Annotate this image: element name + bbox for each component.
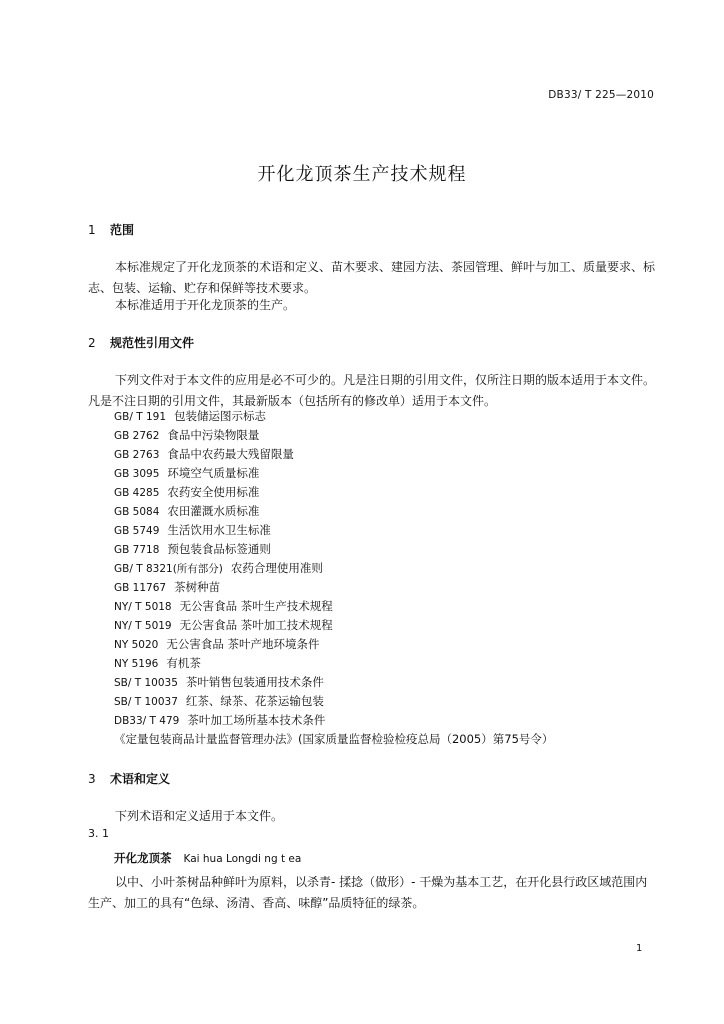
reference-code: SB/ T 10035 [114,677,178,689]
page-number: 1 [636,943,643,954]
reference-item [114,598,333,614]
reference-code: NY/ T 5019 [114,620,172,632]
section-3-paragraph: 下列术语和定义适用于本文件。 [115,809,284,823]
reference-title: 环境空气质量标准 [167,466,260,480]
reference-title: 红茶、绿茶、花茶运输包装 [185,694,324,708]
reference-title: 包装储运图示标志 [174,409,267,423]
reference-title: 农药合理使用准则 [230,561,323,575]
reference-title: 无公害食品 茶叶产地环境条件 [166,637,320,651]
section-number: 3 [88,772,96,786]
reference-item [114,579,220,595]
reference-code: GB/ T 191 [114,411,167,423]
reference-item [114,712,325,728]
reference-title: 无公害食品 茶叶生产技术规程 [179,599,333,613]
reference-title: 食品中污染物限量 [167,428,260,442]
term-definition: 以中、小叶茶树品种鲜叶为原料，以杀青- 揉捻（做形）- 干燥为基本工艺，在开化县行政区域范围内生产、加工的具有“色绿、汤清、香高、味醇”品质特征的绿茶。 [88,875,648,910]
reference-item [114,674,324,690]
reference-item [114,522,271,538]
section-number: 2 [88,336,96,350]
term-chinese: 开化龙顶茶 [114,851,172,865]
reference-title: 有机茶 [166,656,201,670]
reference-code: GB 2762 [114,430,160,442]
reference-code: GB 7718 [114,544,160,556]
term-entry [114,850,301,866]
reference-code: GB/ T 8321(所有部分) [114,563,223,575]
reference-title: 食品中农药最大残留限量 [167,447,294,461]
reference-title: 茶树种苗 [174,580,221,594]
reference-code: GB 4285 [114,487,160,499]
reference-code: GB 5749 [114,525,160,537]
reference-title: 茶叶销售包装通用技术条件 [185,675,324,689]
standard-number: DB33/ T 225—2010 [548,89,654,101]
reference-code: GB 2763 [114,449,160,461]
section-3-heading [88,770,170,787]
reference-title: 生活饮用水卫生标准 [167,523,271,537]
reference-title: 农药安全使用标准 [167,485,260,499]
section-number: 1 [88,223,96,237]
reference-code: SB/ T 10037 [114,696,178,708]
reference-item [114,503,259,519]
reference-code: NY/ T 5018 [114,601,172,613]
reference-item [114,560,323,576]
reference-item [114,617,333,633]
section-2-paragraph: 下列文件对于本文件的应用是必不可少的。凡是注日期的引用文件，仅所注日期的版本适用于本文件。凡是不注日期的引用文件，其最新版本（包括所有的修改单）适用于本文件。 [88,373,656,408]
reference-code: GB 3095 [114,468,160,480]
reference-item [114,446,294,462]
document-title: 开化龙顶茶生产技术规程 [257,164,467,185]
reference-item [114,484,259,500]
section-title: 规范性引用文件 [110,336,195,350]
reference-code: GB 5084 [114,506,160,518]
section-1-scope-paragraph: 本标准适用于开化龙顶茶的生产。 [115,298,296,312]
reference-item [114,693,324,709]
section-1-paragraph: 本标准规定了开化龙顶茶的术语和定义、苗木要求、建园方法、茶园管理、鲜叶与加工、质量要求、标志、包装、运输、贮存和保鲜等技术要求。 [88,260,656,295]
reference-code: DB33/ T 479 [114,715,180,727]
section-title: 范围 [110,223,135,237]
reference-code: NY 5196 [114,658,159,670]
reference-item [114,427,259,443]
section-1-heading [88,221,134,238]
reference-item [114,465,259,481]
reference-title: 无公害食品 茶叶加工技术规程 [179,618,333,632]
term-english: Kai hua Longdi ng t ea [183,853,302,865]
reference-item [114,541,271,557]
subsection-number: 3. 1 [88,827,109,840]
reference-item [114,408,266,424]
reference-title: 农田灌溉水质标准 [167,504,260,518]
section-2-heading [88,334,194,351]
reference-code: GB 11767 [114,582,167,594]
reference-item [114,636,319,652]
reference-regulation: 《定量包装商品计量监督管理办法》(国家质量监督检验检疫总局（2005）第75号令） [114,732,554,746]
reference-code: NY 5020 [114,639,159,651]
reference-item [114,655,201,671]
section-title: 术语和定义 [110,772,171,786]
reference-title: 茶叶加工场所基本技术条件 [187,713,326,727]
reference-title: 预包装食品标签通则 [167,542,271,556]
